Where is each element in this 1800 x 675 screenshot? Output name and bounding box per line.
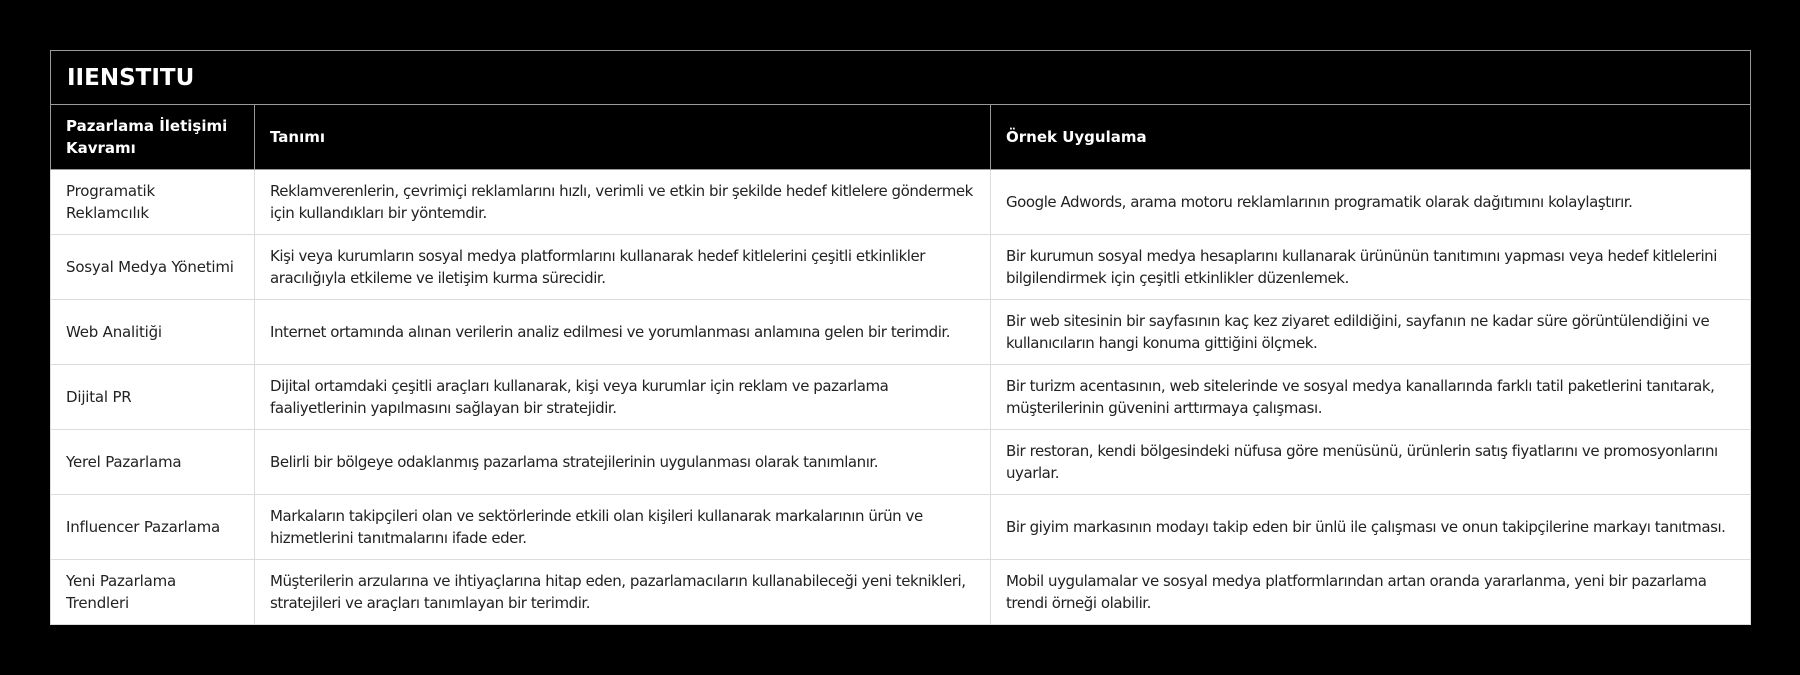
cell-definition: Reklamverenlerin, çevrimiçi reklamlarını hızlı, verimli ve etkin bir şekilde hedef kitlelere göndermek için kullandıkları bir yöntemdir. xyxy=(255,170,991,235)
cell-concept: Dijital PR xyxy=(51,365,255,430)
table-row xyxy=(51,365,1751,430)
table-row xyxy=(51,495,1751,560)
cell-concept: Yeni Pazarlama Trendleri xyxy=(51,560,255,625)
marketing-communication-table xyxy=(50,50,1751,625)
table-title-row xyxy=(51,51,1751,105)
cell-example: Bir kurumun sosyal medya hesaplarını kullanarak ürününün tanıtımını yapması veya hedef kitlelerini bilgilendirmek için çeşitli etkinlikler düzenlemek. xyxy=(991,235,1751,300)
column-header-definition: Tanımı xyxy=(255,105,991,170)
table-row xyxy=(51,170,1751,235)
table-title: IIENSTITU xyxy=(51,51,1751,105)
cell-definition: Kişi veya kurumların sosyal medya platformlarını kullanarak hedef kitlelerini çeşitli etkinlikler aracılığıyla etkileme ve iletişim kurma sürecidir. xyxy=(255,235,991,300)
table-container xyxy=(50,50,1750,625)
cell-concept: Web Analitiği xyxy=(51,300,255,365)
cell-example: Bir web sitesinin bir sayfasının kaç kez ziyaret edildiğini, sayfanın ne kadar süre görüntülendiğini ve kullanıcıların hangi konuma gittiğini ölçmek. xyxy=(991,300,1751,365)
cell-concept: Sosyal Medya Yönetimi xyxy=(51,235,255,300)
cell-definition: Müşterilerin arzularına ve ihtiyaçlarına hitap eden, pazarlamacıların kullanabileceği yeni teknikleri, stratejileri ve araçları tanımlayan bir terimdir. xyxy=(255,560,991,625)
cell-concept: Yerel Pazarlama xyxy=(51,430,255,495)
cell-example: Mobil uygulamalar ve sosyal medya platformlarından artan oranda yararlanma, yeni bir pazarlama trendi örneği olabilir. xyxy=(991,560,1751,625)
cell-definition: Markaların takipçileri olan ve sektörlerinde etkili olan kişileri kullanarak markalarının ürün ve hizmetlerini tanıtmalarını ifade eder. xyxy=(255,495,991,560)
table-row xyxy=(51,235,1751,300)
table-header-row xyxy=(51,105,1751,170)
cell-concept: Influencer Pazarlama xyxy=(51,495,255,560)
cell-example: Bir turizm acentasının, web sitelerinde ve sosyal medya kanallarında farklı tatil paketlerini tanıtarak, müşterilerinin güvenini arttırmaya çalışması. xyxy=(991,365,1751,430)
cell-example: Google Adwords, arama motoru reklamlarının programatik olarak dağıtımını kolaylaştırır. xyxy=(991,170,1751,235)
cell-definition: Internet ortamında alınan verilerin analiz edilmesi ve yorumlanması anlamına gelen bir terimdir. xyxy=(255,300,991,365)
cell-example: Bir giyim markasının modayı takip eden bir ünlü ile çalışması ve onun takipçilerine markayı tanıtması. xyxy=(991,495,1751,560)
table-row xyxy=(51,300,1751,365)
cell-definition: Dijital ortamdaki çeşitli araçları kullanarak, kişi veya kurumlar için reklam ve pazarlama faaliyetlerinin yapılmasını sağlayan bir stratejidir. xyxy=(255,365,991,430)
table-row xyxy=(51,430,1751,495)
cell-example: Bir restoran, kendi bölgesindeki nüfusa göre menüsünü, ürünlerin satış fiyatlarını ve promosyonlarını uyarlar. xyxy=(991,430,1751,495)
table-row xyxy=(51,560,1751,625)
cell-concept: Programatik Reklamcılık xyxy=(51,170,255,235)
cell-definition: Belirli bir bölgeye odaklanmış pazarlama stratejilerinin uygulanması olarak tanımlanır. xyxy=(255,430,991,495)
column-header-example: Örnek Uygulama xyxy=(991,105,1751,170)
column-header-concept: Pazarlama İletişimi Kavramı xyxy=(51,105,255,170)
